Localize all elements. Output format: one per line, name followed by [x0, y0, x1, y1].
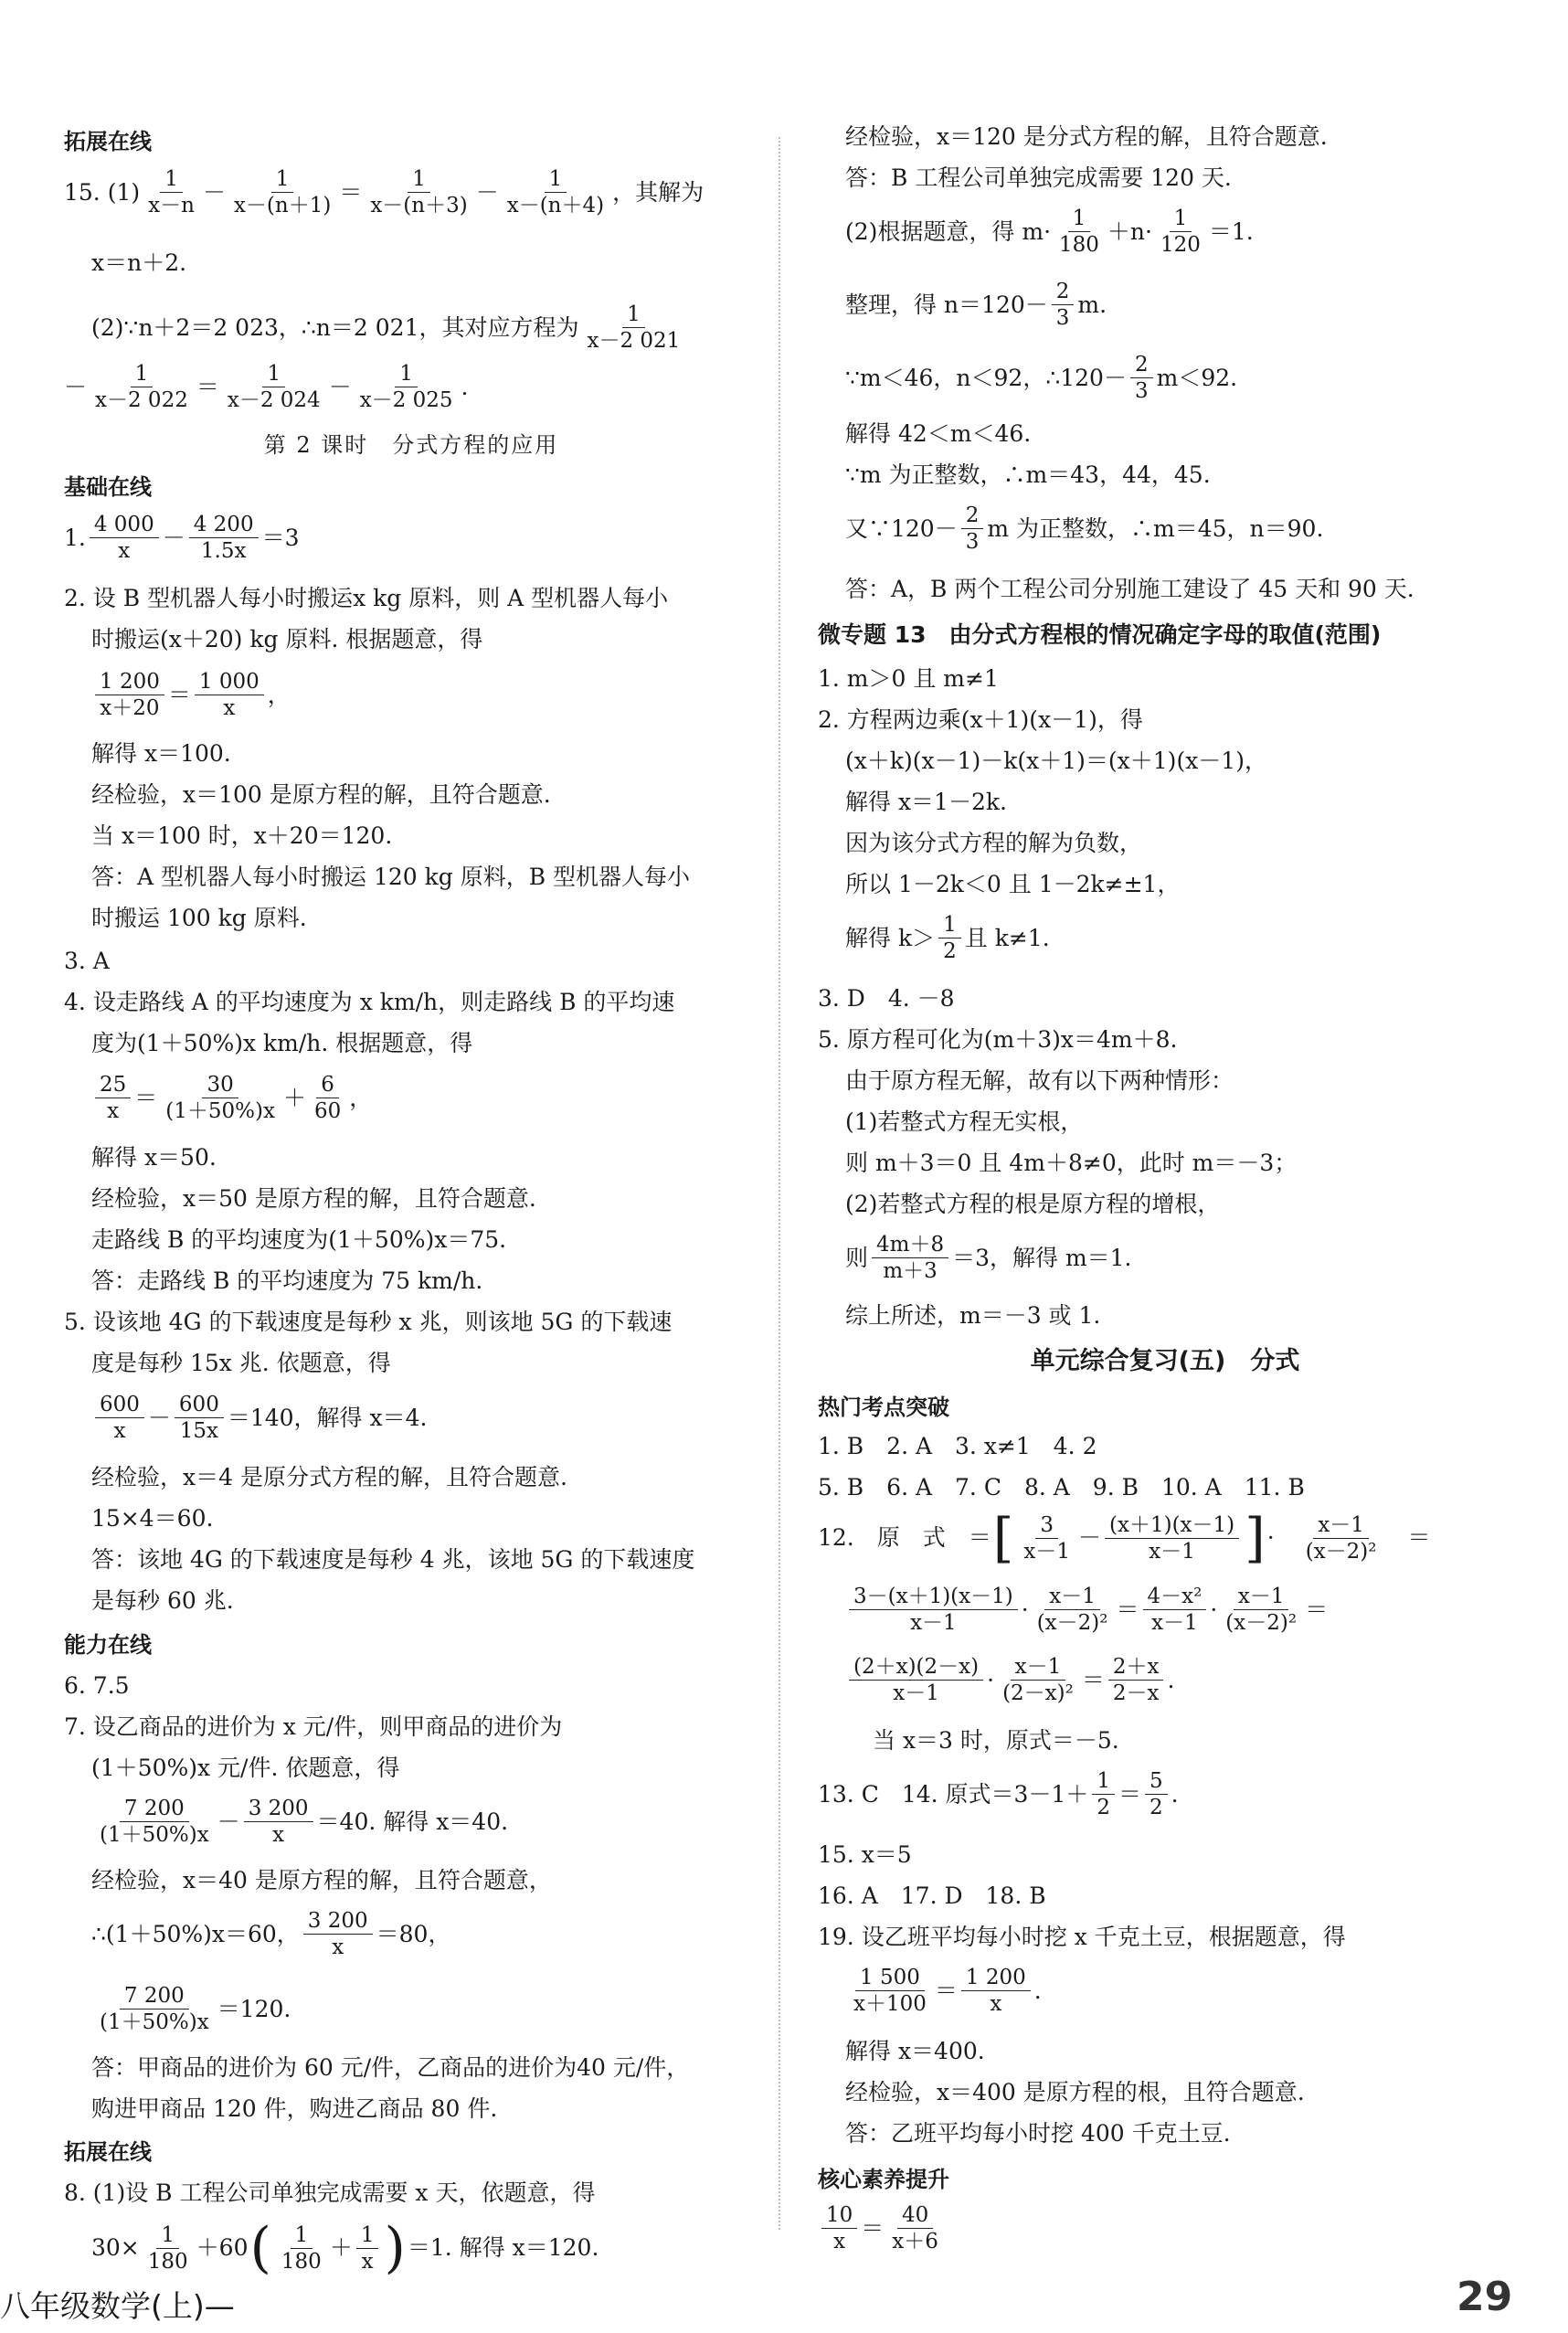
fraction	[1105, 1512, 1239, 1564]
answer-line: 15. x＝5	[818, 1841, 912, 1868]
answer-line: 经检验，x＝4 是原分式方程的解，且符合题意.	[91, 1464, 567, 1490]
answer-line: 解得 x＝400.	[845, 2038, 985, 2064]
fraction	[1092, 1768, 1115, 1820]
fraction	[1033, 1584, 1113, 1636]
formula-text: ＋	[329, 2234, 353, 2261]
formula-line	[64, 1072, 372, 1124]
formula-text: (2)∵n＋2＝2 023，∴n＝2 021，其对应方程为	[91, 313, 579, 341]
fraction-denominator: x	[272, 1823, 285, 1847]
footer-book-label: 八年级数学(上)—	[0, 2288, 235, 2324]
formula-line	[818, 1232, 1132, 1284]
fraction	[95, 1072, 131, 1124]
fraction-numerator: 3－(x＋1)(x－1)	[849, 1584, 1018, 1610]
bracket: [	[992, 1507, 1014, 1569]
fraction-numerator: x－1	[1044, 1584, 1100, 1610]
fraction	[872, 1232, 948, 1284]
answer-line: 经检验，x＝120 是分式方程的解，且符合题意.	[845, 123, 1328, 150]
fraction-denominator: m＋3	[883, 1259, 938, 1283]
answer-line: 因为该分式方程的解为负数，	[845, 830, 1143, 856]
fraction-numerator: 600	[175, 1392, 224, 1418]
formula-line	[818, 1584, 1328, 1636]
section-heading: 基础在线	[64, 474, 152, 500]
fraction-denominator: x	[118, 539, 131, 563]
answer-line: 5. 原方程可化为(m＋3)x＝4m＋8.	[818, 1026, 1178, 1053]
formula-line	[818, 206, 1254, 258]
bracket: ]	[1245, 1507, 1266, 1569]
fraction	[998, 1654, 1078, 1706]
fraction-numerator: 1 200	[961, 1965, 1031, 1991]
formula-text: －	[162, 524, 185, 551]
answer-line: 经检验，x＝50 是原方程的解，且符合题意.	[91, 1185, 536, 1212]
fraction	[849, 1654, 983, 1706]
fraction-denominator: 180	[1059, 233, 1099, 257]
answer-line: 度为(1＋50%)x km/h. 根据题意，得	[91, 1030, 473, 1056]
fraction-denominator: x	[107, 1099, 120, 1123]
fraction	[1221, 1584, 1301, 1636]
fraction	[95, 1796, 214, 1848]
answer-line: 综上所述，m＝－3 或 1.	[845, 1302, 1101, 1329]
formula-text: ，	[267, 681, 291, 708]
fraction-numerator: 3 200	[303, 1908, 373, 1935]
fraction-numerator: 1 200	[95, 669, 164, 695]
fraction	[1156, 206, 1205, 258]
formula-line	[818, 503, 1323, 555]
topic-heading: 微专题 13 由分式方程根的情况确定字母的取值(范围)	[818, 621, 1382, 648]
answer-line: 经检验，x＝400 是原方程的根，且符合题意.	[845, 2079, 1305, 2105]
fraction	[355, 361, 458, 413]
formula-line	[64, 669, 291, 721]
answer-line: (x＋k)(x－1)－k(x＋1)＝(x＋1)(x－1)，	[845, 748, 1267, 774]
fraction	[938, 912, 961, 964]
answer-line: 走路线 B 的平均速度为(1＋50%)x＝75.	[91, 1226, 507, 1253]
answer-line: 答：走路线 B 的平均速度为 75 km/h.	[91, 1267, 483, 1294]
fraction-denominator: x－(n＋3)	[370, 194, 468, 217]
lesson-subtitle: 第 2 课时 分式方程的应用	[263, 432, 559, 458]
fraction-denominator: 2	[1097, 1796, 1110, 1819]
answer-line: 由于原方程无解，故有以下两种情形：	[845, 1067, 1234, 1094]
formula-text: －	[475, 178, 499, 206]
fraction-denominator: x	[332, 1935, 344, 1959]
fraction	[143, 2222, 193, 2275]
fraction	[821, 2202, 857, 2254]
formula-line	[64, 302, 688, 354]
fraction-numerator: 3 200	[244, 1796, 313, 1822]
formula-text: 又∵120－	[845, 514, 958, 542]
formula-text: ＝	[134, 1084, 158, 1111]
formula-text: ＝	[861, 2214, 885, 2242]
fraction	[849, 1965, 931, 2017]
fraction-numerator: (2＋x)(2－x)	[849, 1654, 983, 1681]
fraction-numerator: 1	[160, 166, 183, 193]
fraction-numerator: 1	[156, 2222, 179, 2249]
fraction	[229, 166, 335, 218]
formula-text: －	[1078, 1524, 1102, 1551]
formula-text: ＝120.	[217, 1995, 291, 2022]
section-heading: 核心素养提升	[818, 2167, 949, 2192]
formula-text: ·	[987, 1666, 995, 1693]
fraction-denominator: x－2 024	[227, 388, 321, 412]
column-divider	[779, 137, 780, 2230]
fraction-denominator: 180	[281, 2249, 322, 2274]
formula-text: ＝40. 解得 x＝40.	[316, 1808, 509, 1835]
answer-line: ∵m 为正整数，∴m＝43，44，45.	[845, 461, 1211, 488]
formula-text: －	[202, 178, 226, 206]
formula-text: ＝	[1384, 1524, 1431, 1551]
unit-title: 单元综合复习(五) 分式	[1030, 1347, 1300, 1375]
formula-text: ＝1. 解得 x＝120.	[407, 2234, 599, 2261]
fraction-denominator: x－1	[893, 1681, 939, 1705]
formula-line	[818, 352, 1237, 404]
fraction-numerator: 1	[356, 2222, 379, 2249]
fraction	[95, 1392, 144, 1444]
fraction	[244, 1796, 313, 1848]
formula-text: 则	[845, 1244, 869, 1271]
formula-text: ＋	[282, 1084, 306, 1111]
fraction-numerator: 40	[897, 2202, 933, 2229]
fraction-denominator: x－(n＋4)	[506, 194, 605, 217]
fraction	[95, 669, 164, 721]
answer-line: 1. B 2. A 3. x≠1 4. 2	[818, 1433, 1097, 1459]
fraction	[1301, 1512, 1382, 1564]
fraction-numerator: 2＋x	[1108, 1654, 1164, 1681]
fraction-numerator: 4m＋8	[872, 1232, 948, 1258]
fraction-denominator: 3	[1134, 379, 1149, 403]
formula-text: 且 k≠1.	[964, 924, 1050, 951]
formula-text: ＝	[196, 373, 219, 400]
answer-line: (1＋50%)x 元/件. 依题意，得	[91, 1755, 400, 1781]
fraction	[143, 166, 199, 218]
fraction-denominator: 120	[1160, 233, 1201, 257]
fraction-denominator: 2	[1150, 1796, 1163, 1819]
answer-line: 5. 设该地 4G 的下载速度是每秒 x 兆，则该地 5G 的下载速	[64, 1309, 673, 1335]
section-heading: 拓展在线	[64, 2139, 152, 2165]
formula-line	[64, 166, 704, 218]
fraction-numerator: 1	[408, 166, 430, 193]
formula-text: 解得 k＞	[845, 924, 936, 951]
formula-text: ＝140，解得 x＝4.	[227, 1404, 428, 1431]
formula-text: 12. 原 式 ＝	[818, 1524, 991, 1551]
answer-line: 答：甲商品的进价为 60 元/件，乙商品的进价为40 元/件，	[91, 2054, 690, 2081]
fraction	[175, 1392, 224, 1444]
fraction-numerator: 30	[202, 1072, 238, 1098]
page-number: 29	[1457, 2274, 1513, 2320]
fraction-denominator: (1＋50%)x	[165, 1099, 275, 1123]
answer-line: (2)若整式方程的根是原方程的增根，	[845, 1191, 1221, 1217]
fraction-denominator: x－n	[148, 194, 195, 217]
formula-line	[818, 1965, 1042, 2017]
formula-text: ＝3，解得 m＝1.	[952, 1244, 1132, 1271]
fraction-denominator: x－1	[1023, 1539, 1071, 1564]
fraction-numerator: 2	[1052, 279, 1075, 305]
answer-line: 答：B 工程公司单独完成需要 120 天.	[845, 164, 1232, 191]
fraction-numerator: 1	[545, 166, 567, 193]
answer-line: 答：乙班平均每小时挖 400 千克土豆.	[845, 2120, 1231, 2147]
answer-line: 答：A，B 两个工程公司分别施工建设了 45 天和 90 天.	[845, 576, 1414, 602]
fraction-denominator: x	[990, 1992, 1002, 2016]
section-heading: 拓展在线	[64, 129, 152, 154]
fraction-numerator: 25	[95, 1072, 131, 1098]
answer-line: 经检验，x＝100 是原方程的解，且符合题意.	[91, 781, 551, 808]
fraction-numerator: 6	[316, 1072, 339, 1098]
fraction-denominator: x	[223, 696, 236, 720]
section-heading: 能力在线	[64, 1632, 152, 1658]
fraction	[161, 1072, 280, 1124]
fraction-denominator: (1＋50%)x	[100, 1823, 209, 1847]
fraction-numerator: 1	[131, 361, 154, 387]
formula-text: －	[217, 1808, 240, 1835]
fraction-numerator: x－1	[1234, 1584, 1289, 1610]
answer-line: 6. 7.5	[64, 1672, 130, 1699]
fraction-numerator: 2	[1130, 352, 1153, 378]
fraction-numerator: 5	[1145, 1768, 1168, 1795]
answer-line: 3. D 4. －8	[818, 985, 955, 1012]
formula-line	[64, 1796, 508, 1848]
fraction	[887, 2202, 943, 2254]
answer-line: 当 x＝100 时，x＋20＝120.	[91, 822, 393, 849]
fraction-numerator: 7 200	[120, 1796, 189, 1822]
fraction	[277, 2222, 326, 2275]
answer-line: 度是每秒 15x 兆. 依题意，得	[91, 1350, 391, 1376]
answer-line: 4. 设走路线 A 的平均速度为 x km/h，则走路线 B 的平均速	[64, 989, 675, 1015]
fraction-denominator: x－2 021	[587, 329, 681, 353]
answer-line: 16. A 17. D 18. B	[818, 1882, 1046, 1909]
answer-line: 2. 方程两边乘(x＋1)(x－1)，得	[818, 706, 1143, 733]
formula-text: 1.	[64, 524, 86, 551]
fraction-numerator: 1	[262, 361, 285, 387]
fraction	[1052, 279, 1075, 331]
fraction	[582, 302, 684, 354]
fraction-denominator: (2－x)²	[1002, 1681, 1074, 1705]
fraction-denominator: x－(n＋1)	[233, 194, 332, 217]
formula-text: ∴(1＋50%)x＝60，	[91, 1920, 300, 1947]
fraction-denominator: 3	[1055, 306, 1070, 330]
fraction-denominator: 60	[313, 1099, 342, 1123]
formula-text: (2)根据题意，得 m·	[845, 217, 1052, 245]
fraction-numerator: 1	[1170, 206, 1192, 232]
fraction-numerator: 1	[938, 912, 961, 939]
answer-line: 1. m＞0 且 m≠1	[818, 665, 999, 692]
formula-line	[818, 1768, 1179, 1820]
answer-line: 答：A 型机器人每小时搬运 120 kg 原料，B 型机器人每小	[91, 864, 691, 890]
formula-text: .	[1171, 1780, 1179, 1808]
formula-text: ·	[1210, 1596, 1218, 1623]
answer-line: 8. (1)设 B 工程公司单独完成需要 x 天，依题意，得	[64, 2179, 596, 2206]
fraction-numerator: 4 200	[189, 512, 259, 538]
formula-line	[64, 361, 468, 413]
fraction-denominator: (x－2)²	[1036, 1611, 1108, 1635]
fraction-denominator: x－2 022	[95, 388, 188, 412]
fraction-numerator: 2	[961, 503, 984, 529]
answer-line: 购进甲商品 120 件，购进乙商品 80 件.	[91, 2095, 498, 2122]
fraction-denominator: 2	[943, 939, 957, 963]
fraction	[1054, 206, 1104, 258]
formula-line	[64, 1983, 291, 2035]
fraction-numerator: x－1	[1011, 1654, 1066, 1681]
fraction-denominator: 15x	[179, 1419, 218, 1443]
fraction-denominator: x－1	[1151, 1611, 1198, 1635]
answer-line: x＝n＋2.	[91, 249, 187, 276]
answer-line: 则 m＋3＝0 且 4m＋8≠0，此时 m＝－3；	[845, 1150, 1298, 1176]
formula-text: ·	[1021, 1596, 1029, 1623]
formula-line	[64, 512, 300, 564]
fraction-denominator: x	[113, 1419, 126, 1443]
fraction-numerator: 1	[622, 302, 645, 328]
fraction	[95, 1983, 214, 2035]
bracket: )	[384, 2216, 406, 2280]
answer-line: 经检验，x＝40 是原方程的解，且符合题意，	[91, 1867, 552, 1893]
bracket: (	[249, 2216, 271, 2280]
section-heading: 热门考点突破	[818, 1394, 949, 1420]
formula-text: ·	[1266, 1524, 1298, 1551]
fraction	[366, 166, 471, 218]
fraction-denominator: x	[361, 2249, 374, 2274]
answer-line: 5. B 6. A 7. C 8. A 9. B 10. A 11. B	[818, 1474, 1305, 1501]
fraction	[1143, 1584, 1207, 1636]
fraction-numerator: (x＋1)(x－1)	[1105, 1512, 1239, 1539]
formula-text: －	[147, 1404, 171, 1431]
fraction-denominator: x－1	[1149, 1539, 1195, 1564]
formula-text: m 为正整数，∴m＝45，n＝90.	[987, 514, 1324, 542]
formula-line	[818, 1507, 1431, 1569]
fraction-denominator: x－2 025	[359, 388, 453, 412]
fraction	[1130, 352, 1153, 404]
fraction	[195, 669, 264, 721]
formula-text: .	[1033, 1977, 1042, 2004]
fraction-numerator: 1 000	[195, 669, 264, 695]
formula-text: ＝	[167, 681, 191, 708]
fraction-denominator: (x－2)²	[1225, 1611, 1298, 1635]
fraction	[961, 1965, 1031, 2017]
right-column	[818, 123, 1512, 2253]
answer-line: 7. 设乙商品的进价为 x 元/件，则甲商品的进价为	[64, 1713, 563, 1740]
fraction-numerator: 1	[1068, 206, 1091, 232]
formula-text: ，其解为	[612, 178, 705, 206]
formula-text: ＝	[1081, 1666, 1105, 1693]
formula-text: ＝	[1116, 1596, 1139, 1623]
formula-text: 15. (1)	[64, 178, 141, 206]
fraction-numerator: 1	[395, 361, 418, 387]
fraction-numerator: 7 200	[120, 1983, 189, 2010]
fraction	[1019, 1512, 1075, 1564]
fraction-numerator: 10	[821, 2202, 857, 2229]
formula-text: ＝1.	[1208, 217, 1254, 245]
formula-text: .	[461, 373, 469, 400]
fraction-denominator: (x－2)²	[1305, 1539, 1377, 1564]
fraction	[189, 512, 259, 564]
formula-text: ＋n·	[1107, 217, 1152, 245]
fraction	[90, 512, 159, 564]
formula-line	[818, 2202, 947, 2254]
answer-line: 当 x＝3 时，原式＝－5.	[873, 1727, 1119, 1754]
answer-line: 解得 x＝50.	[91, 1144, 217, 1171]
fraction	[356, 2222, 379, 2275]
formula-text: m＜92.	[1156, 364, 1238, 391]
answer-line: 解得 x＝1－2k.	[845, 789, 1007, 815]
fraction-denominator: 2－x	[1112, 1681, 1160, 1705]
answer-line: 答：该地 4G 的下载速度是每秒 4 兆，该地 5G 的下载速度	[91, 1546, 695, 1573]
fraction	[1145, 1768, 1168, 1820]
formula-text: m.	[1077, 291, 1107, 318]
answer-line: 解得 x＝100.	[91, 740, 231, 767]
fraction-denominator: x－1	[910, 1611, 957, 1635]
fraction-denominator: x＋6	[892, 2230, 938, 2253]
answer-line: 2. 设 B 型机器人每小时搬运x kg 原料，则 A 型机器人每小	[64, 585, 669, 611]
fraction	[90, 361, 193, 413]
formula-text: ＝	[934, 1977, 958, 2004]
fraction-numerator: x－1	[1313, 1512, 1369, 1539]
answer-line: 是每秒 60 兆.	[91, 1587, 234, 1614]
fraction-denominator: x＋20	[100, 696, 160, 720]
fraction-denominator: 180	[147, 2249, 188, 2274]
formula-line	[64, 1908, 450, 1960]
fraction-denominator: 1.5x	[200, 539, 247, 563]
answer-line: 15×4＝60.	[91, 1505, 214, 1532]
answer-line: 时搬运(x＋20) kg 原料. 根据题意，得	[91, 626, 483, 652]
formula-text: ＝	[1305, 1596, 1329, 1623]
fraction-numerator: 4 000	[90, 512, 159, 538]
answer-line: 解得 42＜m＜46.	[845, 420, 1032, 447]
formula-line	[818, 912, 1050, 964]
fraction-numerator: 600	[95, 1392, 144, 1418]
fraction-numerator: 1	[1092, 1768, 1115, 1795]
formula-text: ＋60	[196, 2234, 249, 2261]
formula-line	[818, 1654, 1174, 1706]
fraction-denominator: x	[833, 2230, 846, 2253]
formula-text: .	[1167, 1666, 1175, 1693]
formula-line	[64, 2216, 599, 2280]
fraction-denominator: (1＋50%)x	[100, 2010, 209, 2034]
answer-line: 所以 1－2k＜0 且 1－2k≠±1，	[845, 871, 1181, 897]
formula-text: －	[328, 373, 352, 400]
formula-text: ＝3	[261, 524, 300, 551]
formula-text: ＝	[1118, 1780, 1142, 1808]
fraction	[849, 1584, 1018, 1636]
formula-line	[64, 1392, 427, 1444]
fraction-denominator: 3	[965, 530, 980, 554]
formula-text: ＝80，	[376, 1920, 451, 1947]
formula-text: ∵m＜46，n＜92，∴120－	[845, 364, 1127, 391]
answer-line: (1)若整式方程无实根，	[845, 1108, 1084, 1135]
fraction-denominator: x＋100	[853, 1992, 927, 2016]
formula-line	[818, 279, 1107, 331]
fraction	[503, 166, 609, 218]
formula-text: －	[64, 373, 88, 400]
fraction-numerator: 1 500	[855, 1965, 925, 1991]
answer-line: 时搬运 100 kg 原料.	[91, 905, 307, 931]
fraction	[223, 361, 325, 413]
answer-line: 3. A	[64, 948, 110, 974]
fraction-numerator: 1	[271, 166, 294, 193]
fraction	[961, 503, 984, 555]
formula-text: ＝	[339, 178, 363, 206]
fraction-numerator: 1	[291, 2222, 313, 2249]
formula-text: ，	[349, 1084, 373, 1111]
formula-text: 30×	[91, 2234, 140, 2261]
fraction	[303, 1908, 373, 1960]
fraction-numerator: 3	[1035, 1512, 1058, 1539]
left-column	[64, 128, 758, 2280]
answer-line: 19. 设乙班平均每小时挖 x 千克土豆，根据题意，得	[818, 1924, 1346, 1950]
formula-text: 13. C 14. 原式＝3－1＋	[818, 1780, 1089, 1808]
fraction	[310, 1072, 345, 1124]
fraction	[1108, 1654, 1164, 1706]
fraction-numerator: 4－x²	[1143, 1584, 1207, 1610]
formula-text: 整理，得 n＝120－	[845, 291, 1048, 318]
